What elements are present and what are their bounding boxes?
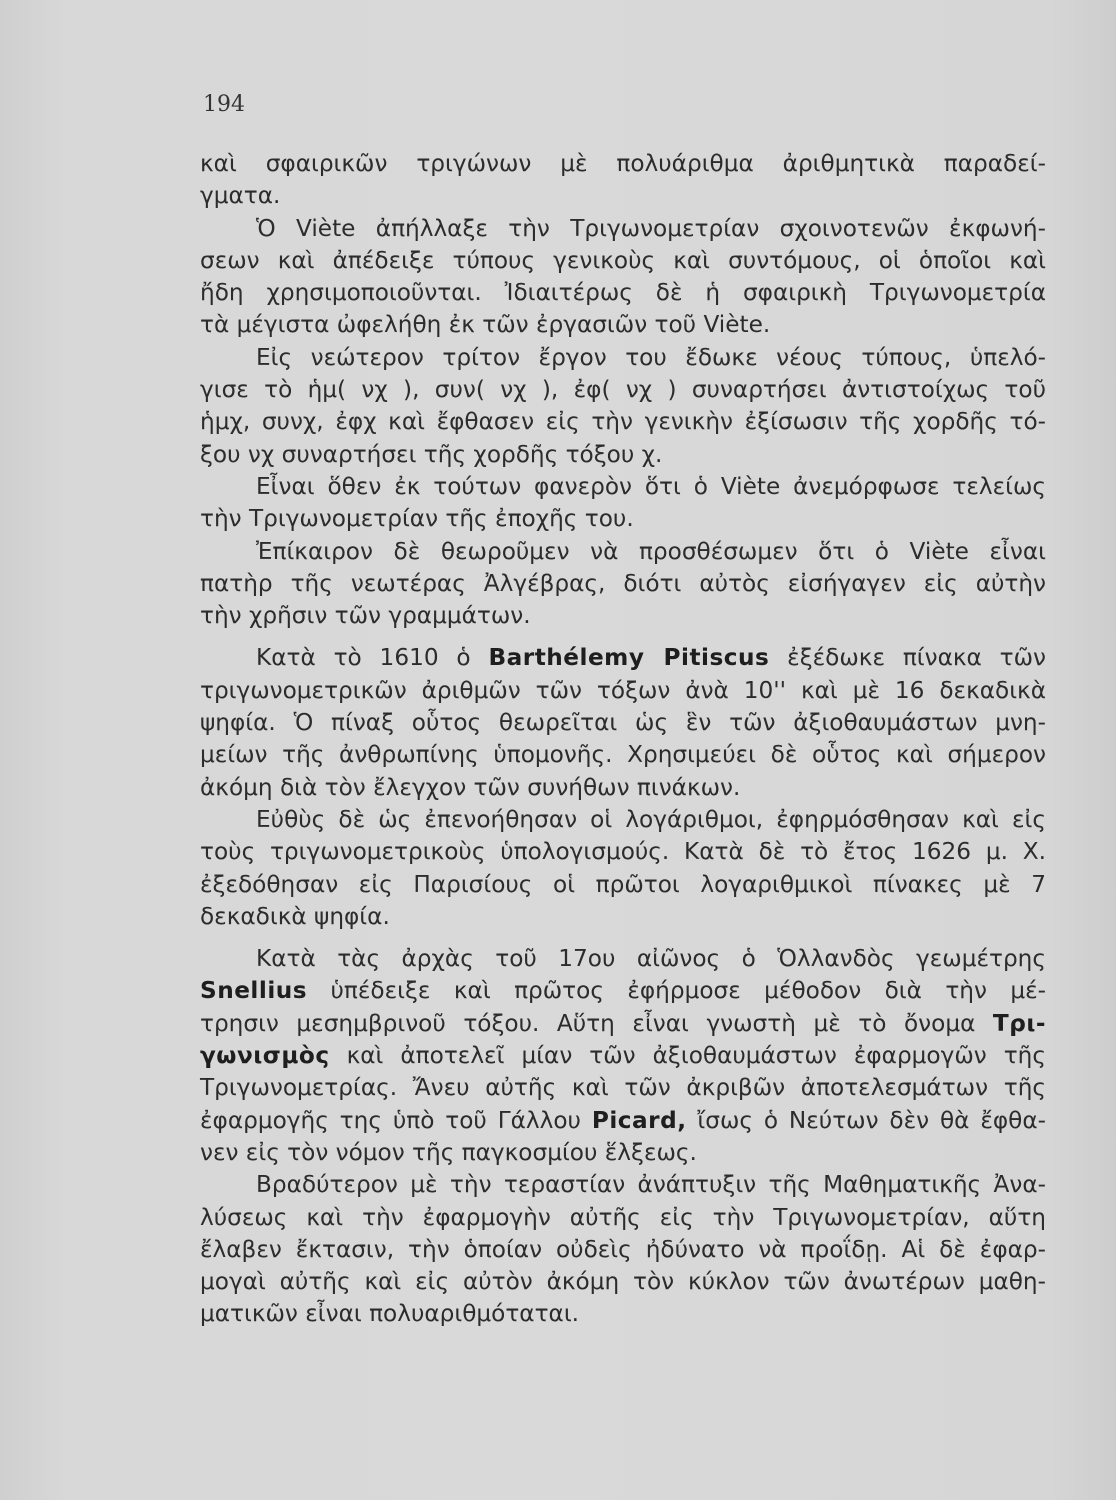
text-line: τὴν χρῆσιν τῶν γραμμάτων. <box>200 602 531 630</box>
name-barthelemy-pitiscus: Barthélemy Pitiscus <box>488 644 770 672</box>
text-run: ἐφαρμογῆς της ὑπὸ τοῦ Γάλλου <box>200 1106 592 1134</box>
text-line: Ἐπίκαιρον δὲ θεωροῦμεν νὰ προσθέσωμεν ὅτι ὁ Viète εἶναι <box>256 537 1046 565</box>
text-line: τριγωνομετρικῶν ἀριθμῶν τῶν τόξων ἀνὰ 10'' καὶ μὲ 16 δεκαδικὰ <box>200 676 1046 704</box>
text-line: Τριγωνομετρίας. Ἄνευ αὐτῆς καὶ τῶν ἀκριβῶν ἀποτελεσμάτων τῆς <box>200 1074 1046 1102</box>
text-line: τὰ μέγιστα ὠφελήθη ἐκ τῶν ἐργασιῶν τοῦ Viète. <box>200 311 771 339</box>
text-line: μείων τῆς ἀνθρωπίνης ὑπομονῆς. Χρησιμεύει δὲ οὗτος καὶ σήμερον <box>200 741 1046 769</box>
text-line: Εἰς νεώτερον τρίτον ἔργον του ἔδωκε νέους τύπους, ὑπελό- <box>256 343 1046 371</box>
text-line: ἡμχ, συνχ, ἐφχ καὶ ἔφθασεν εἰς τὴν γενικὴν ἐξίσωσιν τῆς χορδῆς τό- <box>200 408 1046 436</box>
text-line: νεν εἰς τὸν νόμον τῆς παγκοσμίου ἕλξεως. <box>200 1138 697 1166</box>
text-line: Εἶναι ὅθεν ἐκ τούτων φανερὸν ὅτι ὁ Viète ἀνεμόρφωσε τελείως <box>256 472 1046 500</box>
text-line: Κατὰ τὰς ἀρχὰς τοῦ 17ου αἰῶνος ὁ Ὁλλανδὸς γεωμέτρης <box>256 945 1046 973</box>
text-run: ἐξέδωκε πίνακα τῶν <box>769 644 1046 672</box>
text-line <box>200 1105 1046 1137</box>
text-line: καὶ σφαιρικῶν τριγώνων μὲ πολυάριθμα ἀριθμητικὰ παραδεί- <box>200 150 1046 177</box>
text-line: γισε τὸ ἡμ( νχ ), συν( νχ ), ἐφ( νχ ) συναρτήσει ἀντιστοίχως τοῦ <box>200 376 1046 404</box>
text-line <box>200 1040 1046 1072</box>
text-line: ἀκόμη διὰ τὸν ἔλεγχον τῶν συνήθων πινάκων. <box>200 773 741 801</box>
term-trigonismos-start: Τρι- <box>992 1009 1046 1037</box>
text-line <box>200 1008 1046 1040</box>
text-line: ἐξεδόθησαν εἰς Παρισίους οἱ πρῶτοι λογαριθμικοὶ πίνακες μὲ 7 <box>200 870 1046 898</box>
name-snellius: Snellius <box>200 977 308 1005</box>
text-line: τοὺς τριγωνομετρικοὺς ὑπολογισμούς. Κατὰ δὲ τὸ ἔτος 1626 μ. Χ. <box>200 838 1046 866</box>
text-line: τὴν Τριγωνομετρίαν τῆς ἐποχῆς του. <box>200 505 634 533</box>
body-text <box>200 148 1046 1331</box>
text-line: Ὁ Viète ἀπήλλαξε τὴν Τριγωνομετρίαν σχοινοτενῶν ἐκφωνή- <box>256 214 1046 242</box>
name-picard: Picard, <box>591 1106 687 1134</box>
text-line: σεων καὶ ἀπέδειξε τύπους γενικοὺς καὶ συντόμους, οἱ ὁποῖοι καὶ <box>200 246 1046 274</box>
text-line: λύσεως καὶ τὴν ἐφαρμογὴν αὐτῆς εἰς τὴν Τριγωνομετρίαν, αὕτη <box>200 1203 1046 1231</box>
text-line: ξου νχ συναρτήσει τῆς χορδῆς τόξου χ. <box>200 440 663 468</box>
text-run: ὑπέδειξε καὶ πρῶτος ἐφήρμοσε μέθοδον διὰ τὴν μέ- <box>307 977 1046 1005</box>
text-line: ἔλαβεν ἔκτασιν, τὴν ὁποίαν οὐδεὶς ἠδύνατο νὰ προΐδῃ. Αἱ δὲ ἐφαρ- <box>200 1235 1046 1263</box>
text-line: γματα. <box>200 182 281 210</box>
text-line: ψηφία. Ὁ πίναξ οὗτος θεωρεῖται ὡς ἓν τῶν ἀξιοθαυμάστων μνη- <box>200 709 1046 737</box>
text-line <box>200 642 1046 674</box>
text-line: ἤδη χρησιμοποιοῦνται. Ἰδιαιτέρως δὲ ἡ σφαιρικὴ Τριγωνομετρία <box>200 279 1046 307</box>
text-line: δεκαδικὰ ψηφία. <box>200 902 390 930</box>
paragraph-gap <box>200 933 1046 943</box>
text-run: καὶ ἀποτελεῖ μίαν τῶν ἀξιοθαυμάστων ἐφαρμογῶν τῆς <box>329 1042 1046 1070</box>
paragraph-gap <box>200 632 1046 642</box>
text-run: ἴσως ὁ Νεύτων δὲν θὰ ἔφθα- <box>686 1106 1046 1134</box>
text-line: πατὴρ τῆς νεωτέρας Ἀλγέβρας, διότι αὐτὸς εἰσήγαγεν εἰς αὐτὴν <box>200 569 1046 597</box>
text-line: Εὐθὺς δὲ ὡς ἐπενοήθησαν οἱ λογάριθμοι, ἐφηρμόσθησαν καὶ εἰς <box>256 805 1046 833</box>
text-run: τρησιν μεσημβρινοῦ τόξου. Αὕτη εἶναι γνωστὴ μὲ τὸ ὄνομα <box>200 1009 993 1037</box>
text-line: μογαὶ αὐτῆς καὶ εἰς αὐτὸν ἀκόμη τὸν κύκλον τῶν ἀνωτέρων μαθη- <box>200 1268 1046 1296</box>
text-run: Κατὰ τὸ 1610 ὁ <box>256 644 489 672</box>
page-number: 194 <box>203 92 245 117</box>
term-trigonismos-end: γωνισμὸς <box>200 1042 330 1070</box>
text-line: ματικῶν εἶναι πολυαριθμόταται. <box>200 1300 580 1328</box>
text-line <box>200 975 1046 1007</box>
text-line: Βραδύτερον μὲ τὴν τεραστίαν ἀνάπτυξιν τῆς Μαθηματικῆς Ἀνα- <box>256 1171 1046 1199</box>
